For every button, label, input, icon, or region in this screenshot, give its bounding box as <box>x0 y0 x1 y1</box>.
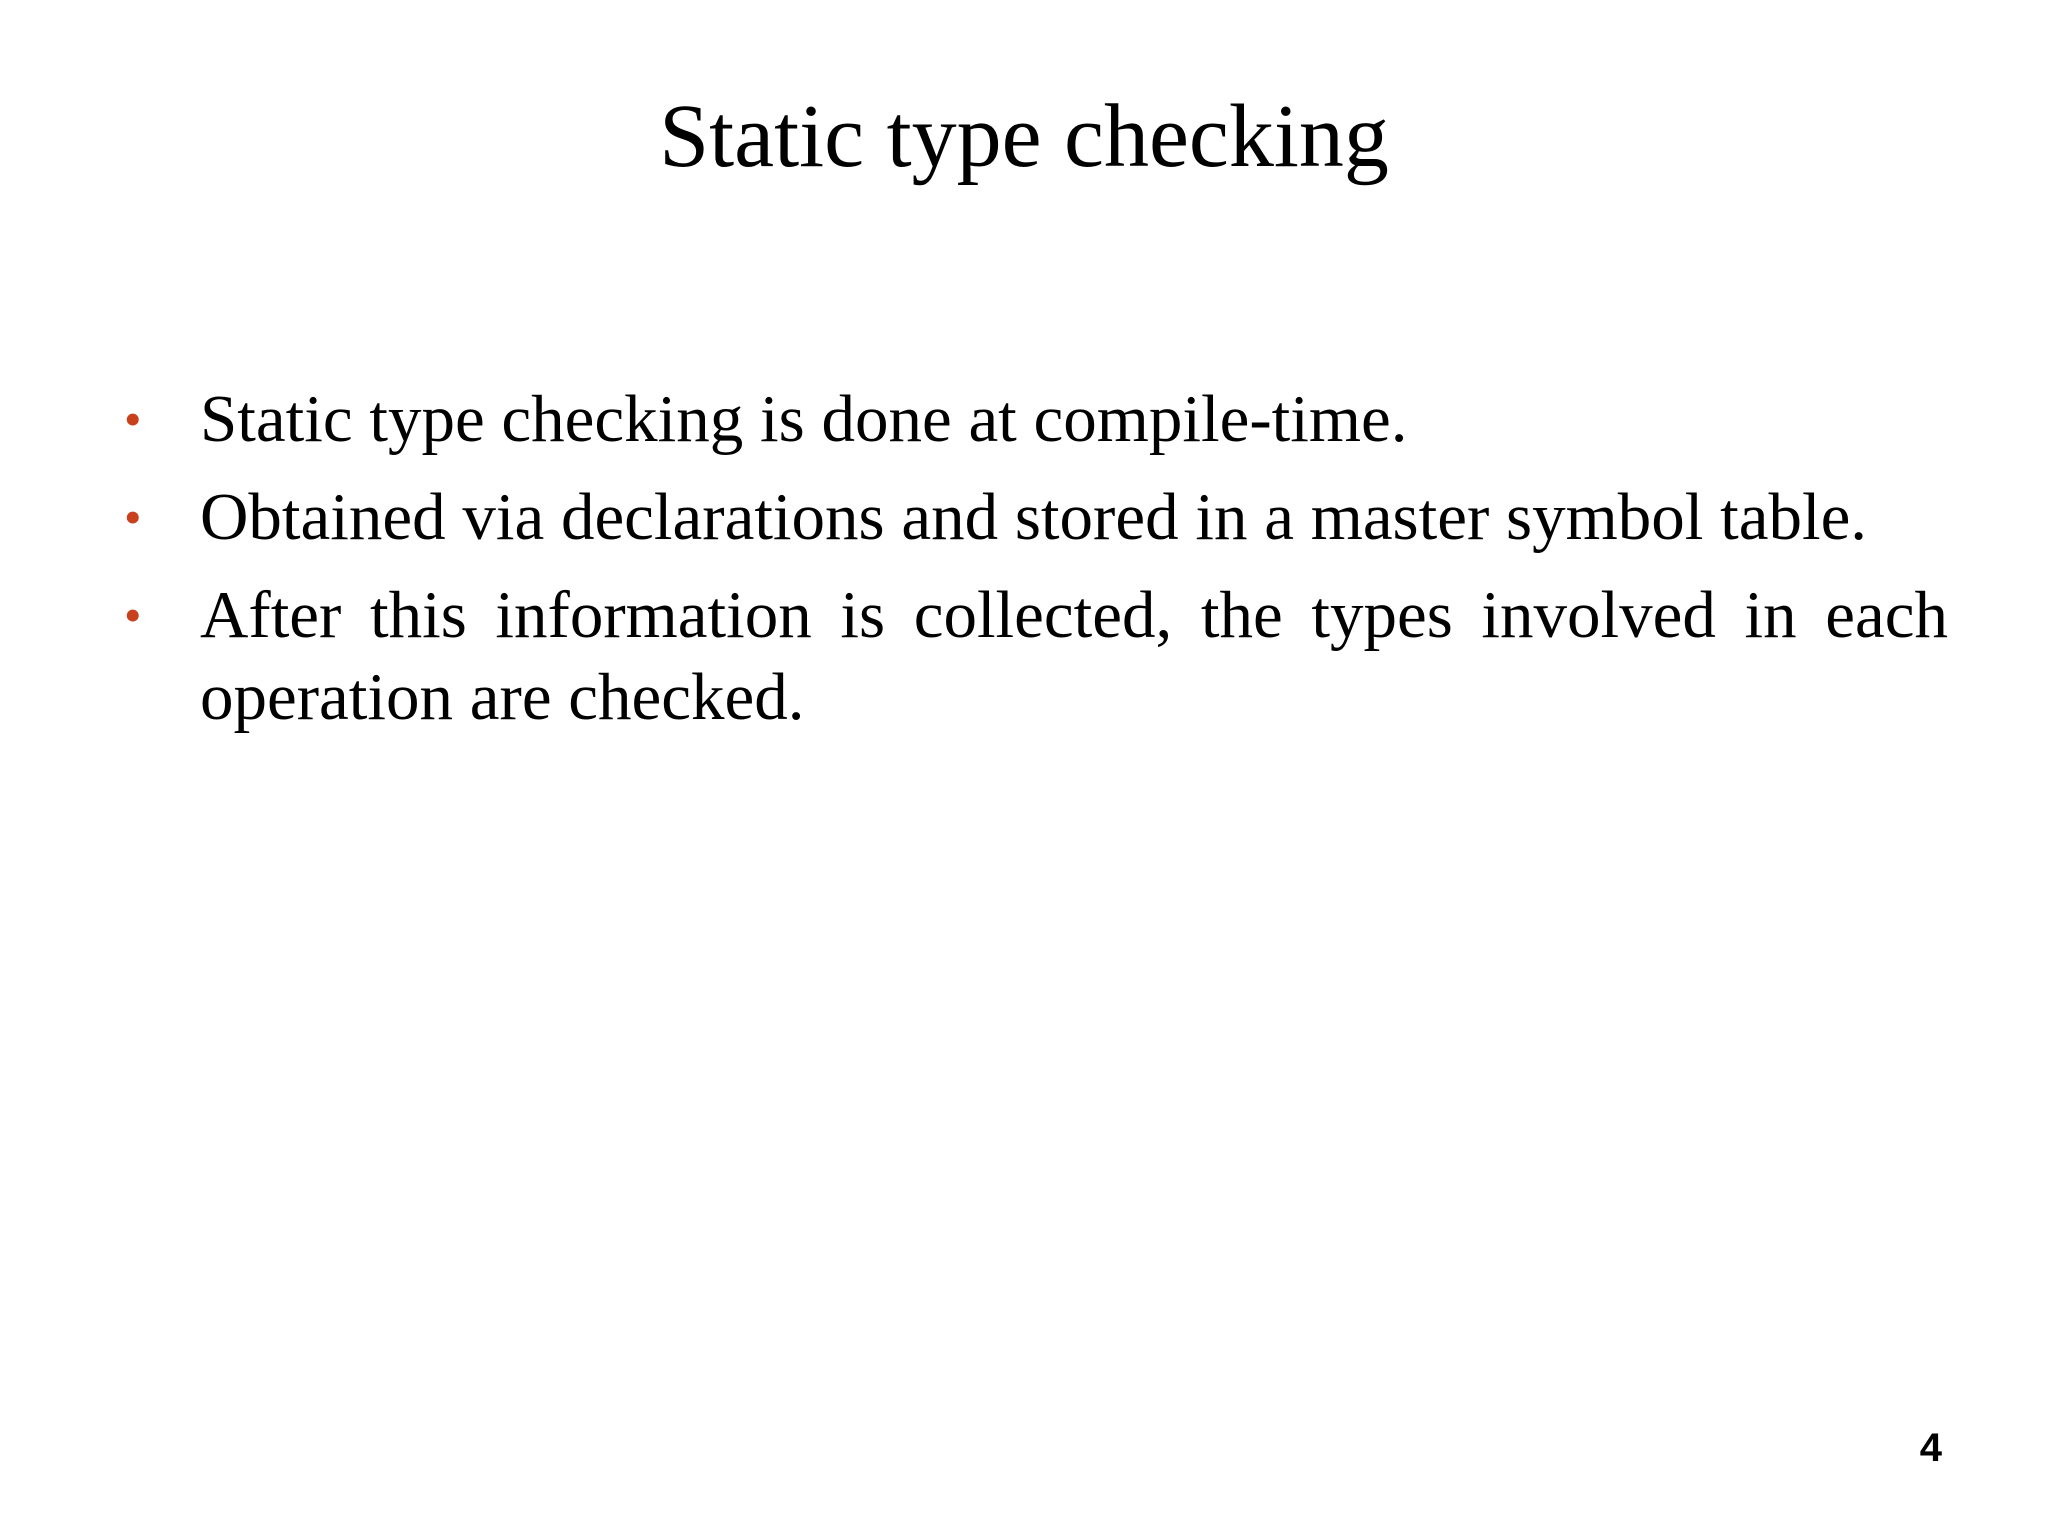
bullet-item <box>118 574 1948 738</box>
bullet-text: Static type checking is done at compile-time. <box>200 382 1408 456</box>
bullet-list <box>118 378 1948 754</box>
bullet-text: After this information is collected, the types involved in each operation are checked. <box>200 578 1948 734</box>
bullet-dot: • <box>124 489 142 545</box>
page-number: 4 <box>1919 1426 1942 1470</box>
slide-title: Static type checking <box>659 87 1389 186</box>
bullet-text: Obtained via declarations and stored in a master symbol table. <box>200 480 1868 554</box>
bullet-item <box>118 378 1948 460</box>
bullet-item <box>118 476 1948 558</box>
bullet-dot: • <box>124 391 142 447</box>
bullet-dot: • <box>124 587 142 643</box>
